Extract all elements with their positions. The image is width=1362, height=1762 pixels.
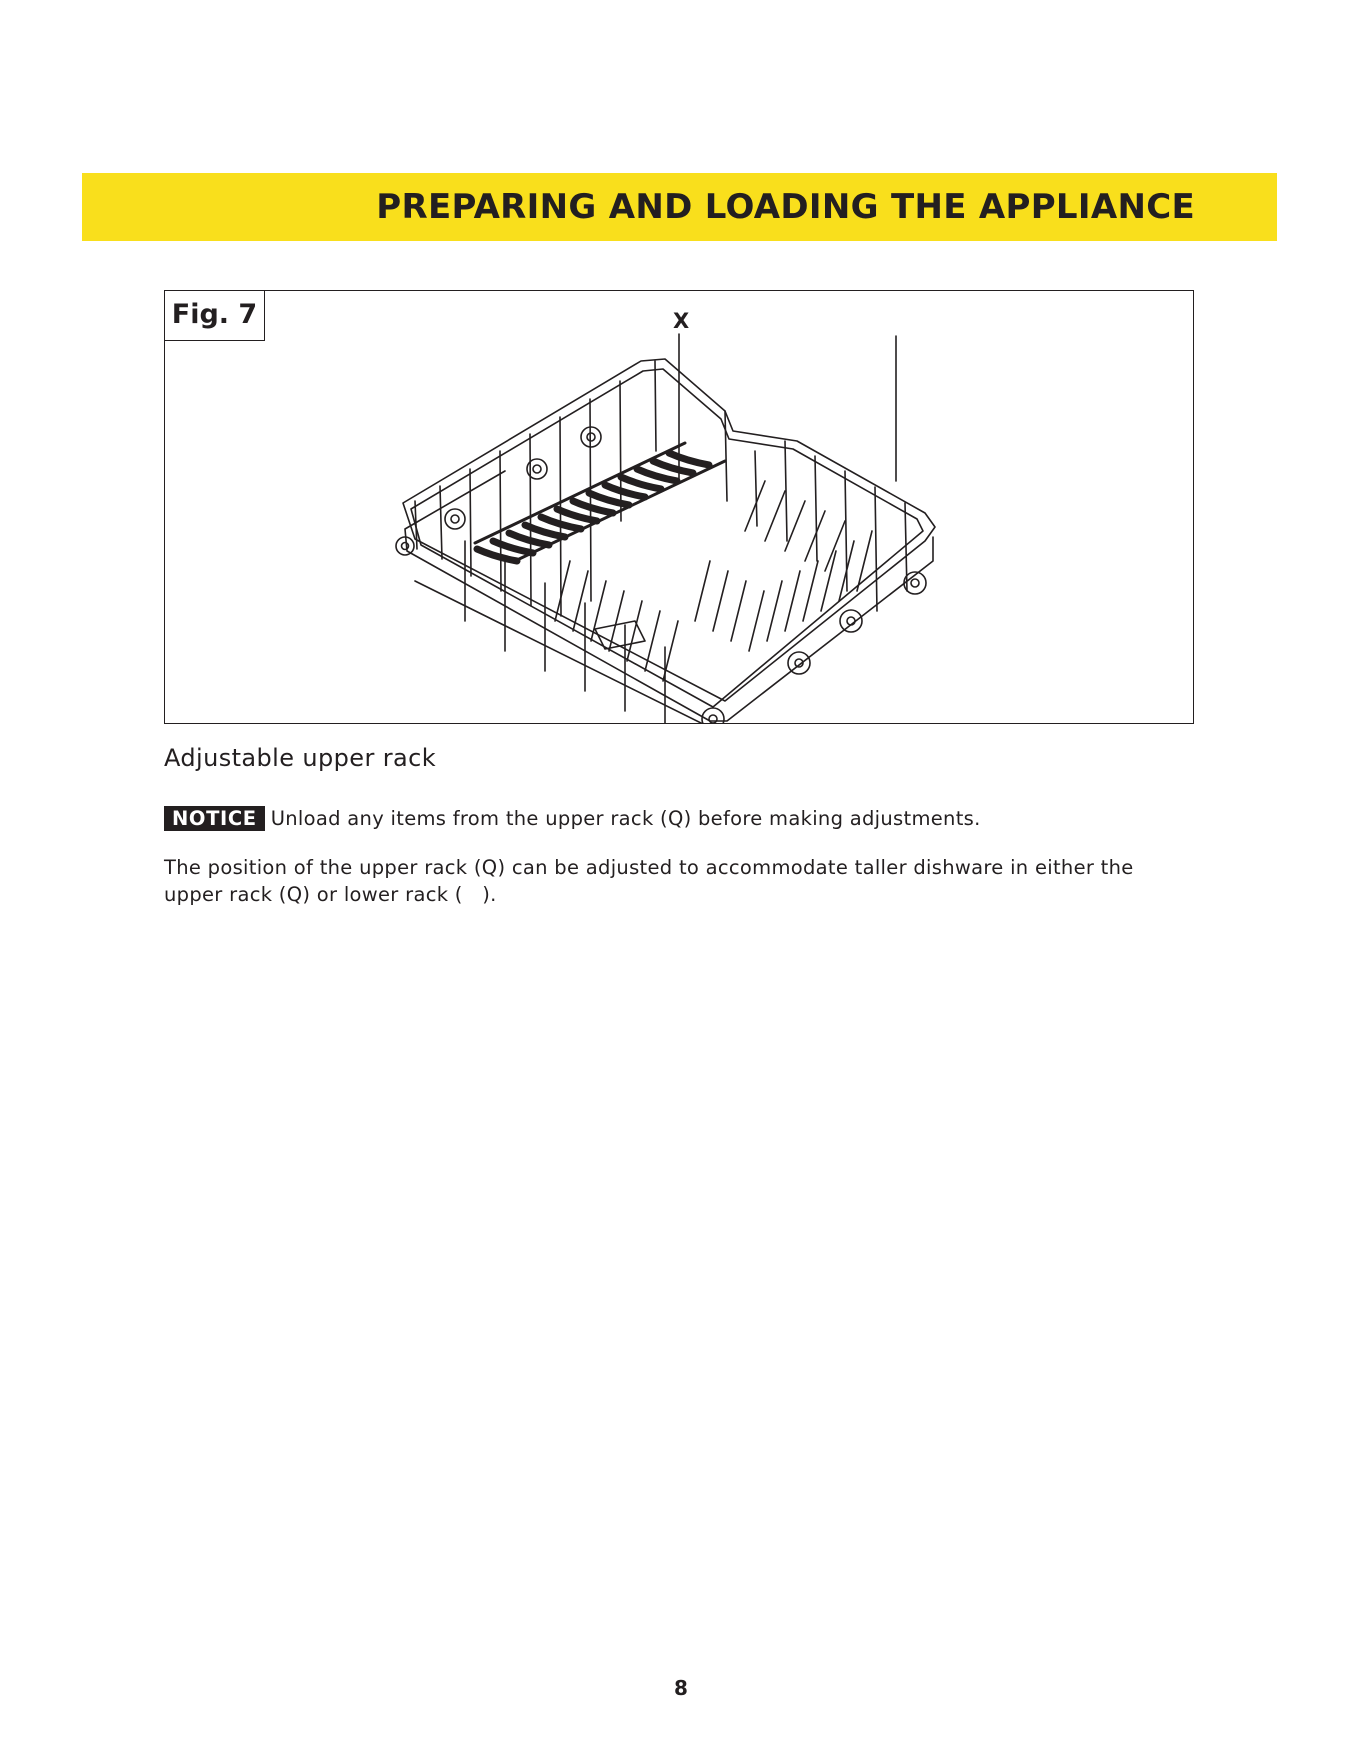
page-number: 8 [674,1676,688,1700]
callout-x-label: X [673,309,690,333]
notice-badge: NOTICE [164,806,265,831]
section-heading: Adjustable upper rack [164,744,437,772]
notice [164,806,981,831]
section-title: PREPARING AND LOADING THE APPLIANCE [376,187,1195,227]
body-paragraph: The position of the upper rack (Q) can be adjusted to accommodate taller dishware in either the upper rack (Q) or lower rack ( ). [164,856,1134,906]
figure-label: Fig. 7 [165,291,265,341]
dishwasher-rack-icon [165,291,1194,724]
notice-text: Unload any items from the upper rack (Q) before making adjustments. [270,807,981,830]
figure-7 [164,290,1194,724]
section-header-bar [82,173,1277,241]
